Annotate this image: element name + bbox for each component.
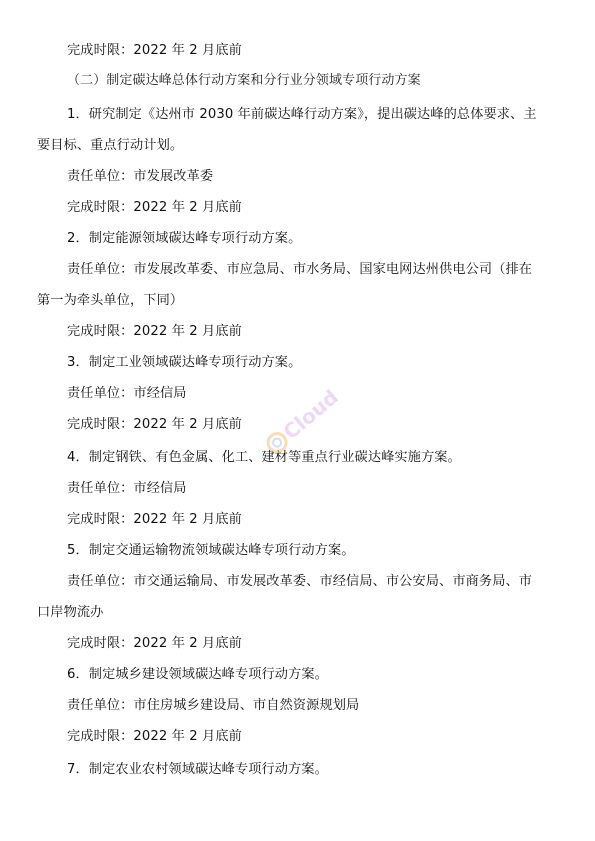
doc-line: 完成时限：2022 年 2 月底前 — [67, 417, 242, 432]
doc-line: 完成时限：2022 年 2 月底前 — [67, 324, 242, 339]
doc-line: 责任单位：市经信局 — [67, 481, 187, 496]
doc-line: 责任单位：市交通运输局、市发展改革委、市经信局、市公安局、市商务局、市 — [67, 574, 533, 589]
doc-line: 6．制定城乡建设领域碳达峰专项行动方案。 — [67, 667, 328, 682]
doc-line: 3．制定工业领域碳达峰专项行动方案。 — [67, 355, 302, 370]
doc-line: 责任单位：市发展改革委、市应急局、市水务局、国家电网达州供电公司（排在 — [67, 262, 533, 277]
doc-line: 责任单位：市住房城乡建设局、市自然资源规划局 — [67, 698, 360, 713]
section-heading: （二）制定碳达峰总体行动方案和分行业分领域专项行动方案 — [67, 73, 421, 88]
doc-line: 责任单位：市经信局 — [67, 386, 187, 401]
doc-line: 7．制定农业农村领域碳达峰专项行动方案。 — [67, 762, 328, 777]
doc-line: 完成时限：2022 年 2 月底前 — [67, 43, 242, 58]
doc-line: 完成时限：2022 年 2 月底前 — [67, 729, 242, 744]
doc-line: 4．制定钢铁、有色金属、化工、建材等重点行业碳达峰实施方案。 — [67, 450, 461, 465]
doc-line: 第一为牵头单位，下同） — [37, 293, 184, 308]
doc-line: 完成时限：2022 年 2 月底前 — [67, 200, 242, 215]
doc-line: 完成时限：2022 年 2 月底前 — [67, 512, 242, 527]
doc-line: 2．制定能源领域碳达峰专项行动方案。 — [67, 231, 302, 246]
doc-line: 口岸物流办 — [37, 605, 104, 620]
doc-line: 要目标、重点行动计划。 — [37, 138, 184, 153]
svg-text:Cloud: Cloud — [278, 384, 343, 445]
doc-line: 责任单位：市发展改革委 — [67, 169, 214, 184]
doc-line: 5．制定交通运输物流领域碳达峰专项行动方案。 — [67, 543, 355, 558]
doc-line: 完成时限：2022 年 2 月底前 — [67, 636, 242, 651]
doc-line: 1．研究制定《达州市 2030 年前碳达峰行动方案》，提出碳达峰的总体要求、主 — [67, 107, 537, 122]
